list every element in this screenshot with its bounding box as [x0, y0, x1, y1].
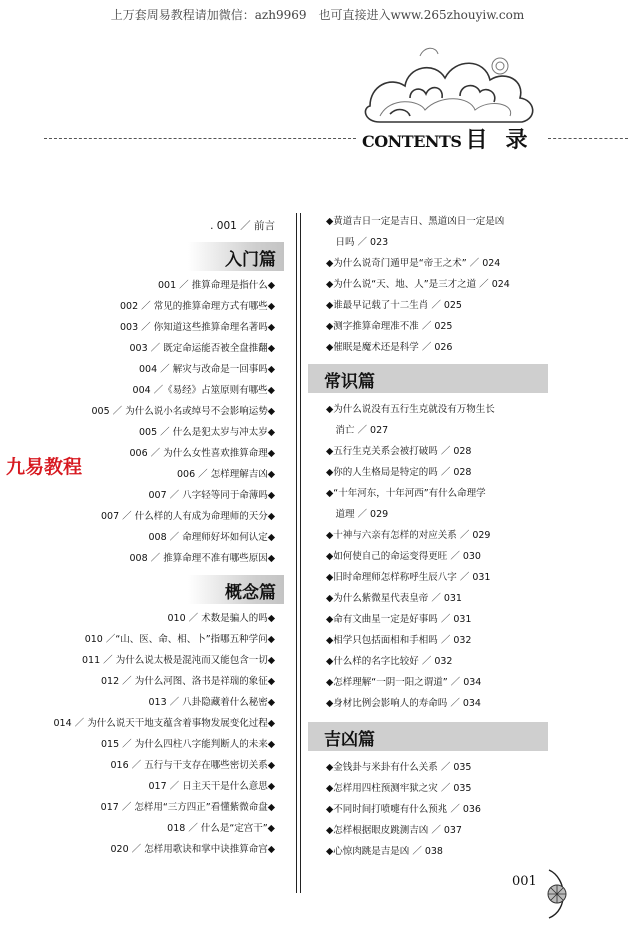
toc-entry[interactable]: 015 ／ 为什么四柱八字能判断人的未来◆ — [101, 739, 275, 750]
section-title: 概念篇 — [225, 583, 276, 603]
toc-entry[interactable]: ◆为什么说“天、地、人”是三才之道 ／ 024 — [326, 279, 510, 290]
toc-entry[interactable]: 002 ／ 常见的推算命理方式有哪些◆ — [120, 301, 275, 312]
toc-entry[interactable]: ◆为什么紫微星代表皇帝 ／ 031 — [326, 593, 462, 604]
toc-entry[interactable]: 017 ／ 日主天干是什么意思◆ — [148, 781, 275, 792]
section-header-gainian — [188, 575, 284, 604]
toc-entry[interactable]: 003 ／ 你知道这些推算命理名著吗◆ — [120, 322, 275, 333]
toc-entry[interactable]: 014 ／ 为什么说天干地支蕴含着事物发展变化过程◆ — [53, 718, 275, 729]
toc-entry[interactable]: 013 ／ 八卦隐藏着什么秘密◆ — [148, 697, 275, 708]
contents-rule-left — [44, 138, 356, 139]
toc-entry-continuation[interactable]: 日吗 ／ 023 — [326, 237, 389, 248]
toc-entry[interactable]: ◆怎样根据眼皮跳测吉凶 ／ 037 — [326, 825, 462, 836]
section-header-rumen — [188, 242, 284, 271]
toc-entry[interactable]: ◆心惊肉跳是吉是凶 ／ 038 — [326, 846, 443, 857]
toc-entry[interactable]: ◆怎样理解“一阴一阳之谓道” ／ 034 — [326, 677, 482, 688]
toc-entry[interactable]: ◆你的人生格局是特定的吗 ／ 028 — [326, 467, 472, 478]
toc-entry[interactable]: ◆金钱卦与米卦有什么关系 ／ 035 — [326, 762, 472, 773]
top-banner: 上万套周易教程请加微信：azh9969 也可直接进入www.265zhouyiw.com — [110, 8, 525, 22]
section-title: 常识篇 — [324, 372, 375, 392]
toc-entry[interactable]: ◆黄道吉日一定是吉日、黑道凶日一定是凶 — [326, 216, 505, 227]
column-divider — [296, 213, 298, 893]
toc-entry[interactable]: 011 ／ 为什么说太极是混沌而又能包含一切◆ — [82, 655, 275, 666]
toc-entry[interactable]: 010 ／“山、医、命、相、卜”指哪五种学问◆ — [84, 634, 275, 645]
toc-entry[interactable]: ◆旧时命理师怎样称呼生辰八字 ／ 031 — [326, 572, 491, 583]
toc-entry[interactable]: ◆催眠是魔术还是科学 ／ 026 — [326, 342, 453, 353]
toc-entry[interactable]: ◆如何使自己的命运变得更旺 ／ 030 — [326, 551, 481, 562]
toc-entry[interactable]: 010 ／ 术数是骗人的吗◆ — [167, 613, 275, 624]
contents-rule-right — [548, 138, 628, 139]
toc-entry[interactable]: 017 ／ 怎样用“三方四正”看懂紫微命盘◆ — [100, 802, 275, 813]
toc-entry[interactable]: ◆“十年河东，十年河西”有什么命理学 — [326, 488, 486, 499]
section-header-changshi — [308, 364, 548, 393]
toc-entry[interactable]: ◆相学只包括面相和手相吗 ／ 032 — [326, 635, 472, 646]
toc-entry[interactable]: ◆谁最早记载了十二生肖 ／ 025 — [326, 300, 462, 311]
toc-entry[interactable]: 005 ／ 为什么说小名或绰号不会影响运势◆ — [91, 406, 275, 417]
cloud-ornament — [350, 36, 560, 136]
contents-heading-en: CONTENTS — [362, 132, 462, 151]
toc-entry[interactable]: 016 ／ 五行与干支存在哪些密切关系◆ — [110, 760, 275, 771]
section-title: 入门篇 — [225, 250, 276, 270]
toc-entry[interactable]: ◆五行生克关系会被打破吗 ／ 028 — [326, 446, 472, 457]
toc-entry[interactable]: 018 ／ 什么是“定宫干”◆ — [167, 823, 275, 834]
toc-entry[interactable]: 008 ／ 推算命理不准有哪些原因◆ — [129, 553, 275, 564]
toc-entry[interactable]: 001 ／ 推算命理是指什么◆ — [158, 280, 275, 291]
toc-entry[interactable]: ◆命有文曲星一定是好事吗 ／ 031 — [326, 614, 472, 625]
toc-entry[interactable]: 005 ／ 什么是犯太岁与冲太岁◆ — [139, 427, 275, 438]
toc-entry-continuation[interactable]: 道理 ／ 029 — [326, 509, 389, 520]
toc-entry-continuation[interactable]: 消亡 ／ 027 — [326, 425, 389, 436]
toc-entry[interactable]: ◆不同时间打喷嚏有什么预兆 ／ 036 — [326, 804, 481, 815]
toc-entry[interactable]: 012 ／ 为什么河图、洛书是祥瑞的象征◆ — [101, 676, 275, 687]
section-title: 吉凶篇 — [324, 730, 375, 750]
contents-heading — [362, 123, 546, 154]
toc-entry[interactable]: 006 ／ 为什么女性喜欢推算命理◆ — [129, 448, 275, 459]
toc-entry[interactable]: ◆为什么说没有五行生克就没有万物生长 — [326, 404, 495, 415]
page-corner-ornament — [547, 868, 571, 920]
toc-entry[interactable]: 003 ／ 既定命运能否被全盘推翻◆ — [129, 343, 275, 354]
toc-entry[interactable]: 007 ／ 八字轻等同于命薄吗◆ — [148, 490, 275, 501]
toc-entry[interactable]: ◆什么样的名字比较好 ／ 032 — [326, 656, 453, 667]
section-header-jixiong — [308, 722, 548, 751]
toc-entry[interactable]: ◆测字推算命理准不准 ／ 025 — [326, 321, 453, 332]
toc-entry[interactable]: 004 ／《易经》占筮原则有哪些◆ — [132, 385, 275, 396]
toc-entry[interactable]: ◆为什么说奇门遁甲是“帝王之术” ／ 024 — [326, 258, 501, 269]
toc-entry[interactable]: 007 ／ 什么样的人有成为命理师的天分◆ — [101, 511, 275, 522]
toc-entry[interactable]: 004 ／ 解灾与改命是一回事吗◆ — [139, 364, 275, 375]
contents-heading-cn: 目录 — [465, 127, 546, 153]
toc-entry[interactable]: 008 ／ 命理师好坏如何认定◆ — [148, 532, 275, 543]
toc-entry[interactable]: ◆身材比例会影响人的寿命吗 ／ 034 — [326, 698, 481, 709]
toc-entry[interactable]: 006 ／ 怎样理解吉凶◆ — [177, 469, 275, 480]
toc-entry[interactable]: ◆怎样用四柱预测牢狱之灾 ／ 035 — [326, 783, 472, 794]
toc-entry[interactable]: ◆十神与六亲有怎样的对应关系 ／ 029 — [326, 530, 491, 541]
toc-preface[interactable]: . 001 ／ 前言 — [210, 220, 275, 232]
watermark-label: 九易教程 — [6, 456, 83, 478]
toc-entry[interactable]: 020 ／ 怎样用歌诀和掌中诀推算命宫◆ — [110, 844, 275, 855]
page-number: 001 — [512, 874, 537, 889]
